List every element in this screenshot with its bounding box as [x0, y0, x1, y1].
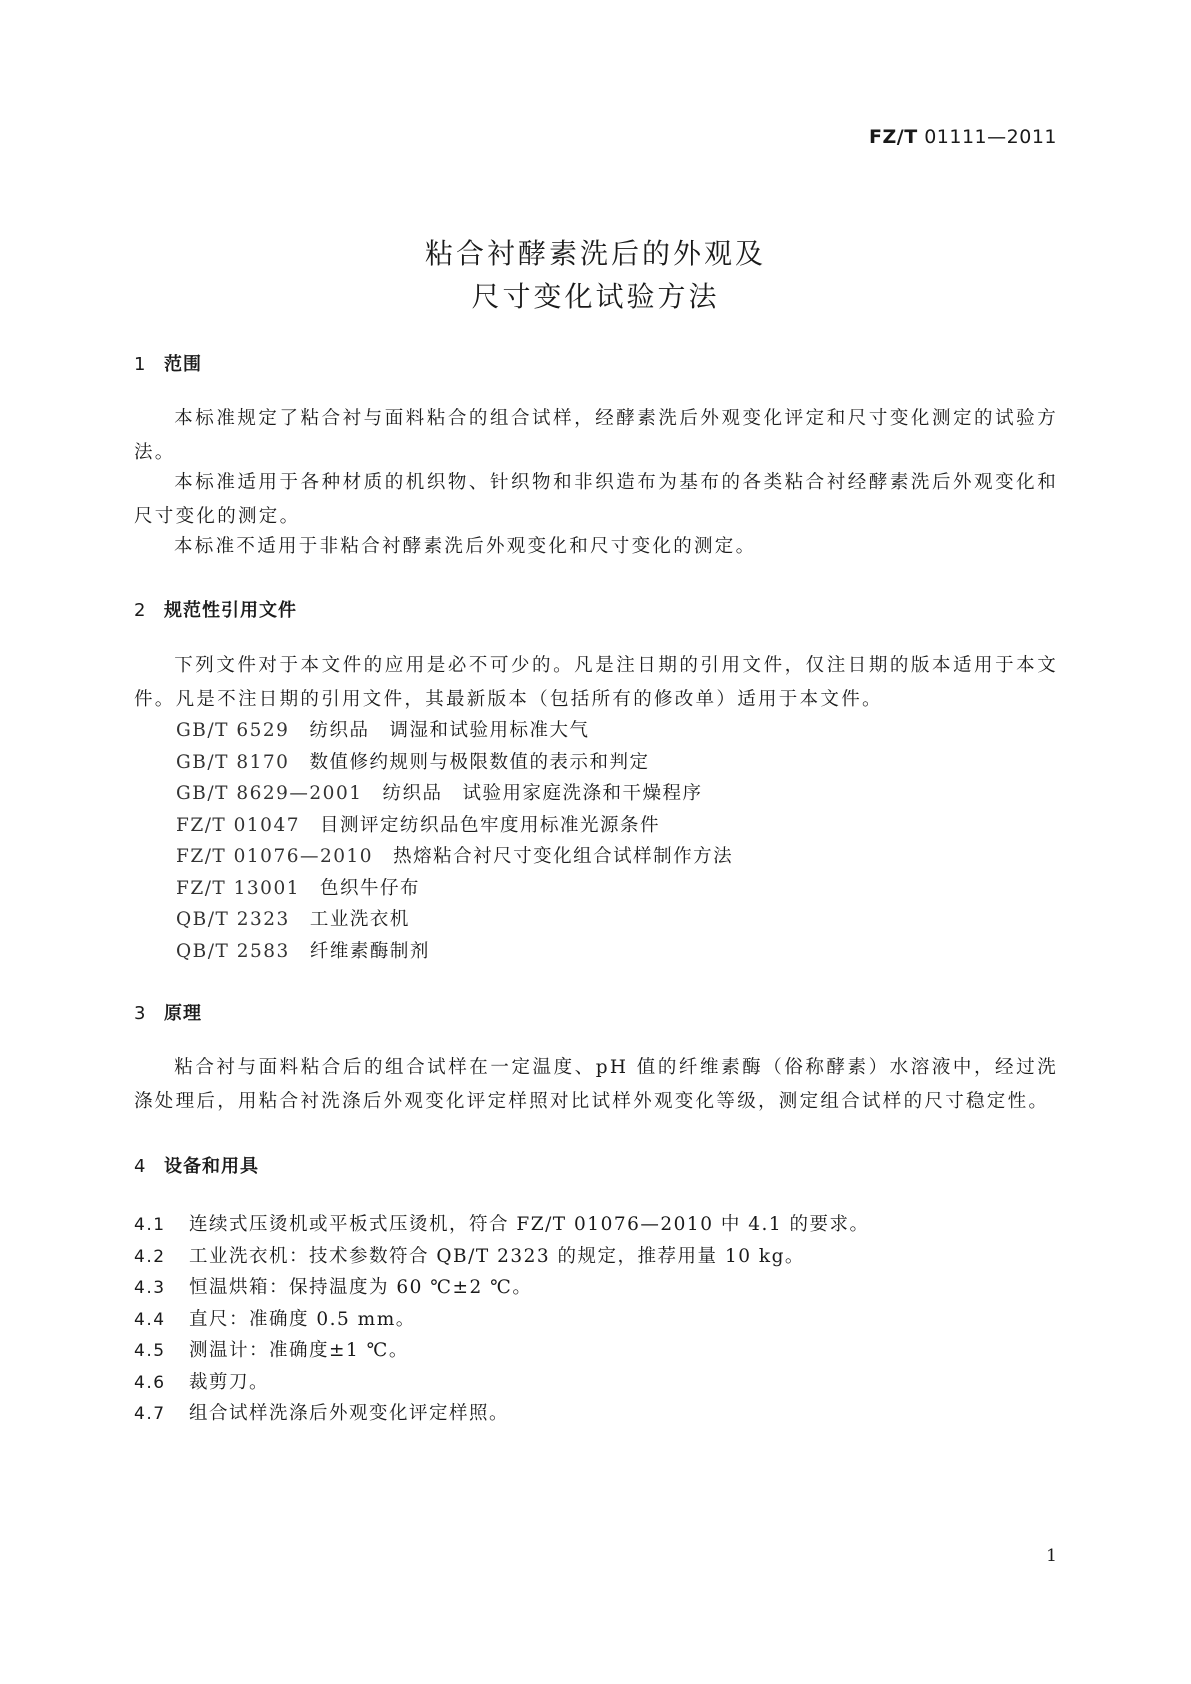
- paragraph: 本标准适用于各种材质的机织物、针织物和非织造布为基布的各类粘合衬经酵素洗后外观变化和尺寸变化的测定。: [134, 472, 1058, 527]
- section-number: 3: [134, 1003, 147, 1024]
- reference-item: FZ/T 13001 色织牛仔布: [176, 878, 421, 899]
- apparatus-item: 4.1 连续式压烫机或平板式压烫机，符合 FZ/T 01076—2010 中 4.1 的要求。: [134, 1214, 870, 1235]
- reference-item: QB/T 2583 纤维素酶制剂: [176, 941, 430, 962]
- section-number: 2: [134, 600, 147, 621]
- section-title: 范围: [164, 354, 202, 375]
- reference-item: QB/T 2323 工业洗衣机: [176, 909, 410, 930]
- reference-item: GB/T 6529 纺织品 调湿和试验用标准大气: [176, 720, 590, 741]
- apparatus-item: 4.4 直尺：准确度 0.5 mm。: [134, 1309, 416, 1330]
- paragraph: 粘合衬与面料粘合后的组合试样在一定温度、pH 值的纤维素酶（俗称酵素）水溶液中，经过洗涤处理后，用粘合衬洗涤后外观变化评定样照对比试样外观变化等级，测定组合试样的尺寸稳定性。: [134, 1057, 1058, 1112]
- standard-code-number: 01111—2011: [924, 126, 1057, 148]
- section-heading-normative-references: [134, 596, 297, 622]
- section-title: 规范性引用文件: [164, 600, 297, 621]
- apparatus-item: 4.7 组合试样洗涤后外观变化评定样照。: [134, 1403, 510, 1424]
- reference-item: FZ/T 01076—2010 热熔粘合衬尺寸变化组合试样制作方法: [176, 846, 734, 867]
- standard-code: [869, 126, 1057, 148]
- document-title-line1: 粘合衬酵素洗后的外观及: [424, 237, 766, 270]
- reference-item: GB/T 8170 数值修约规则与极限数值的表示和判定: [176, 752, 650, 773]
- section-title: 原理: [164, 1003, 202, 1024]
- section-heading-scope: [134, 350, 202, 376]
- apparatus-item: 4.6 裁剪刀。: [134, 1372, 270, 1393]
- paragraph: 本标准不适用于非粘合衬酵素洗后外观变化和尺寸变化的测定。: [174, 536, 757, 557]
- reference-item: GB/T 8629—2001 纺织品 试验用家庭洗涤和干燥程序: [176, 783, 703, 804]
- apparatus-item: 4.2 工业洗衣机：技术参数符合 QB/T 2323 的规定，推荐用量 10 kg。: [134, 1246, 805, 1267]
- apparatus-item: 4.5 测温计：准确度±1 ℃。: [134, 1340, 409, 1361]
- paragraph: 本标准规定了粘合衬与面料粘合的组合试样，经酵素洗后外观变化评定和尺寸变化测定的试验方法。: [134, 408, 1058, 463]
- apparatus-item: 4.3 恒温烘箱：保持温度为 60 ℃±2 ℃。: [134, 1277, 533, 1298]
- section-number: 1: [134, 354, 147, 375]
- document-title-line2: 尺寸变化试验方法: [471, 280, 720, 313]
- paragraph: 下列文件对于本文件的应用是必不可少的。凡是注日期的引用文件，仅注日期的版本适用于本文件。凡是不注日期的引用文件，其最新版本（包括所有的修改单）适用于本文件。: [134, 655, 1058, 710]
- section-title: 设备和用具: [164, 1156, 259, 1177]
- section-heading-apparatus: [134, 1152, 259, 1178]
- section-number: 4: [134, 1156, 147, 1177]
- section-heading-principle: [134, 999, 202, 1025]
- reference-item: FZ/T 01047 目测评定纺织品色牢度用标准光源条件: [176, 815, 661, 836]
- standard-code-prefix: FZ/T: [869, 126, 918, 148]
- page-number: 1: [1046, 1546, 1057, 1566]
